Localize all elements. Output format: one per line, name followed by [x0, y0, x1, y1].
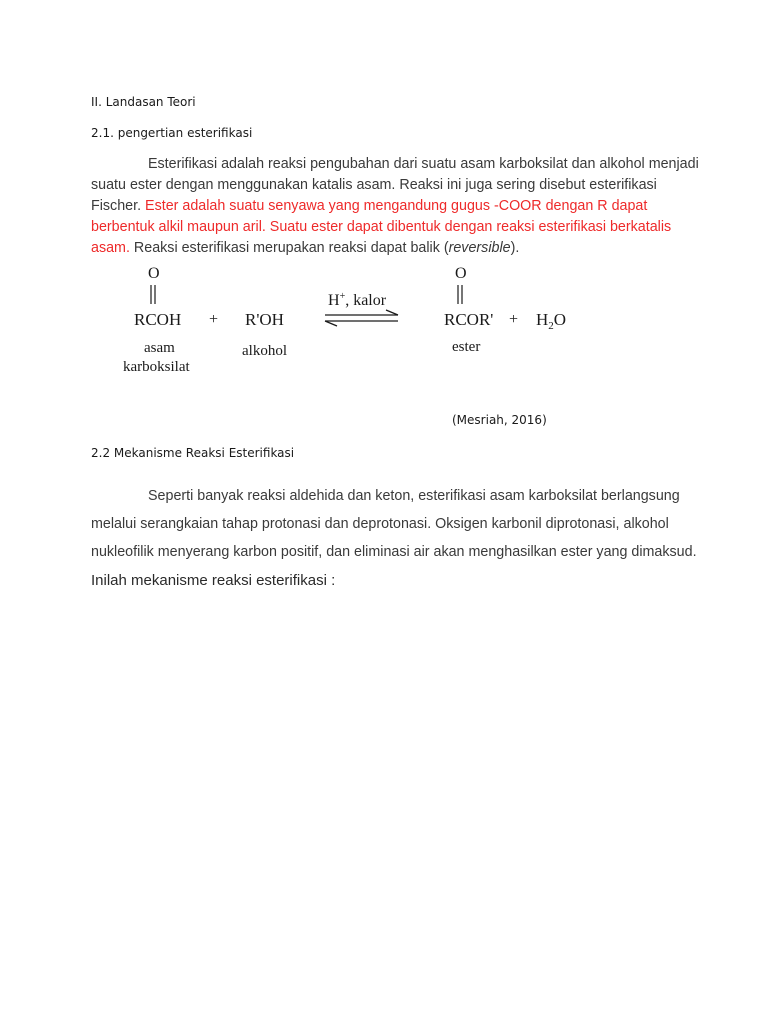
reversible-close: ). — [510, 240, 520, 256]
carbonyl-o-ester: O — [455, 265, 467, 282]
paragraph-2-line-3: nukleofilik menyerang karbon positif, dan eliminasi air akan menghasilkan ester yang dimaksud. — [91, 544, 697, 560]
plus-sign-1: + — [209, 311, 219, 328]
subsection-title-2: 2.2 Mekanisme Reaksi Esterifikasi — [91, 446, 295, 460]
paragraph-1-line-1: Esterifikasi adalah reaksi pengubahan dari suatu asam karboksilat dan alkohol menjadi — [148, 156, 699, 172]
paragraph-1-line-4: berbentuk alkil maupun aril. Suatu ester dapat dibentuk dengan reaksi esterifikasi berkatalis — [91, 219, 672, 235]
reversible-sentence: Reaksi esterifikasi merupakan reaksi dapat balik ( — [133, 240, 449, 256]
paragraph-1-line-3 — [91, 198, 647, 214]
acid-label-line2: karboksilat — [123, 359, 190, 375]
water-formula: $H_2O$ — [536, 310, 567, 332]
ester-formula: RCOR' — [444, 310, 494, 329]
carbonyl-o-acid: O — [148, 265, 160, 282]
paragraph-2-line-4: Inilah mekanisme reaksi esterifikasi : — [91, 572, 336, 589]
acid-label-line1: asam — [144, 340, 175, 356]
subsection-title-1: 2.1. pengertian esterifikasi — [91, 126, 253, 140]
reversible-word: reversible — [448, 240, 511, 256]
paragraph-1-line-2: suatu ester dengan menggunakan katalis asam. Reaksi ini juga sering disebut esterifikasi — [91, 177, 657, 193]
section-title: II. Landasan Teori — [91, 95, 196, 109]
equilibrium-arrow — [325, 310, 398, 326]
esterification-scheme — [0, 258, 768, 378]
paragraph-2-line-1: Seperti banyak reaksi aldehida dan keton, esterifikasi asam karboksilat berlangsung — [148, 488, 680, 504]
alcohol-label: alkohol — [242, 343, 287, 359]
asam-text: asam. — [91, 240, 130, 256]
paragraph-1-line-5 — [91, 240, 519, 256]
plus-sign-2: + — [509, 311, 519, 328]
fischer-text: Fischer. — [91, 198, 142, 214]
acid-formula: RCOH — [134, 310, 182, 329]
citation: (Mesriah, 2016) — [452, 413, 547, 427]
ester-label: ester — [452, 339, 481, 355]
ester-definition-text: Ester adalah suatu senyawa yang mengandung gugus -COOR dengan R dapat — [145, 198, 648, 214]
paragraph-2-line-2: melalui serangkaian tahap protonasi dan deprotonasi. Oksigen karbonil diprotonasi, alkohol — [91, 516, 669, 532]
condition-label: H+, kalor — [328, 291, 387, 309]
alcohol-formula: R'OH — [245, 310, 284, 329]
